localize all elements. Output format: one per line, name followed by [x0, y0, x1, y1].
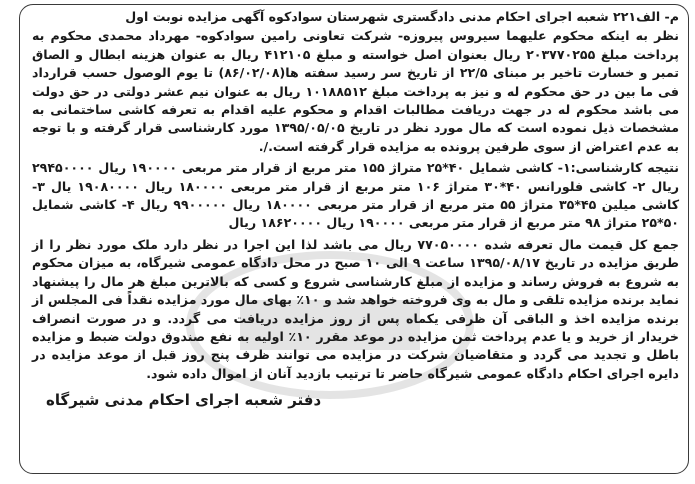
notice-header-line: م- الف۲۲۱ شعبه اجرای احکام مدنی دادگستری شهرستان سوادکوه آگهی مزایده نوبت اول: [125, 9, 679, 24]
notice-paragraph-appraisal: نتیجه کارشناسی:۱- کاشی شمایل ۴۰*۲۵ متراژ ۱۵۵ متر مربع از قرار متر مربعی ۱۹۰۰۰۰ ریال ۲۹۴۵۰۰۰۰ ریال ۲- کاشی فلورانس ۴۰*۳۰ متراژ ۱۰۶ متر مربع از قرار متر مربعی ۱۸۰۰۰۰ ریال ۱۹۰۸۰۰۰۰ یال ۳- کاشی میلین ۴۵*۳۵ متراژ ۵۵ متر مربع از قرار متر مربعی ۱۸۰۰۰۰ ریال ۹۹۰۰۰۰۰ ریال ۴- کاشی شمایل ۵۰*۲۵ متراژ ۹۸ متر مربع از قرار متر مربعی ۱۹۰۰۰۰ ریال ۱۸۶۲۰۰۰۰ ریال: [32, 160, 680, 231]
notice-paragraph-auction-terms: جمع کل قیمت مال تعرفه شده ۷۷۰۵۰۰۰۰ ریال می باشد لذا این اجرا در نظر دارد ملک مورد نظر را از طریق مزایده در تاریخ ۱۳۹۵/۰۸/۱۷ ساعت ۹ الی ۱۰ صبح در محل دادگاه عمومی شیرگاه، به میزان محکوم به شروع به فروش رساند و مزایده از مبلغ کارشناسی شروع و کسی که بالاترین مبلغ هر مال را پیشنهاد نماید برنده مزایده تلقی و مال به وی فروخته خواهد شد و ۱۰٪ بهای مال مورد مزایده نقداً فی المجلس از برنده مزایده اخذ و الباقی آن ظرفی یکماه پس از روز مزایده دریافت می گردد. و در صورت انصراف خریدار از خرید و یا عدم پرداخت ثمن مزایده در موعد مقرر ۱۰٪ اولیه به نفع صندوق دولت ضبط و مزایده باطل و تجدید می گردد و متقاضیان شرکت در مزایده می توانند ظرف پنج روز قبل از موعد مزایده در دایره اجرای احکام دادگاه عمومی شیرگاه حاضر تا ترتیب بازدید آنان از اموال داده شود.: [32, 236, 680, 381]
notice-footer-signature: دفتر شعبه اجرای احکام مدنی شیرگاه: [46, 391, 322, 410]
notice-paragraph-claim: نظر به اینکه محکوم علیهما سیروس پیروزه- شرکت تعاونی رامین سوادکوه- مهرداد محمدی محکوم به پرداخت مبلغ ۲۰۳۷۷۰۲۵۵ ریال بعنوان اصل خواسته و مبلغ ۴۱۲۱۰۵ ریال به عنوان هزینه ابطال و الصاق تمبر و خسارت تاخیر بر مبنای ۲۲/۵ از تاریخ سر رسید سفته ها(۸۶/۰۲/۰۸) تا یوم الوصول حسب قرارداد فی ما بین در حق محکوم له و نیز به پرداخت مبلغ ۱۰۱۸۸۵۱۲ ریال به عنوان نیم عشر دولتی در حق دولت می باشد محکوم له در جهت دریافت مطالبات اقدام و محکوم علیه اقدام به تعرفه کاشی ساختمانی به مشخصات ذیل نموده است که مال مورد نظر در تاریخ ۱۳۹۵/۰۵/۰۵ مورد کارشناسی قرار گرفته و با توجه به عدم اعتراض از سوی طرفین پرونده به مزایده قرار گرفته است./.: [32, 28, 679, 154]
notice-body: [32, 8, 679, 470]
